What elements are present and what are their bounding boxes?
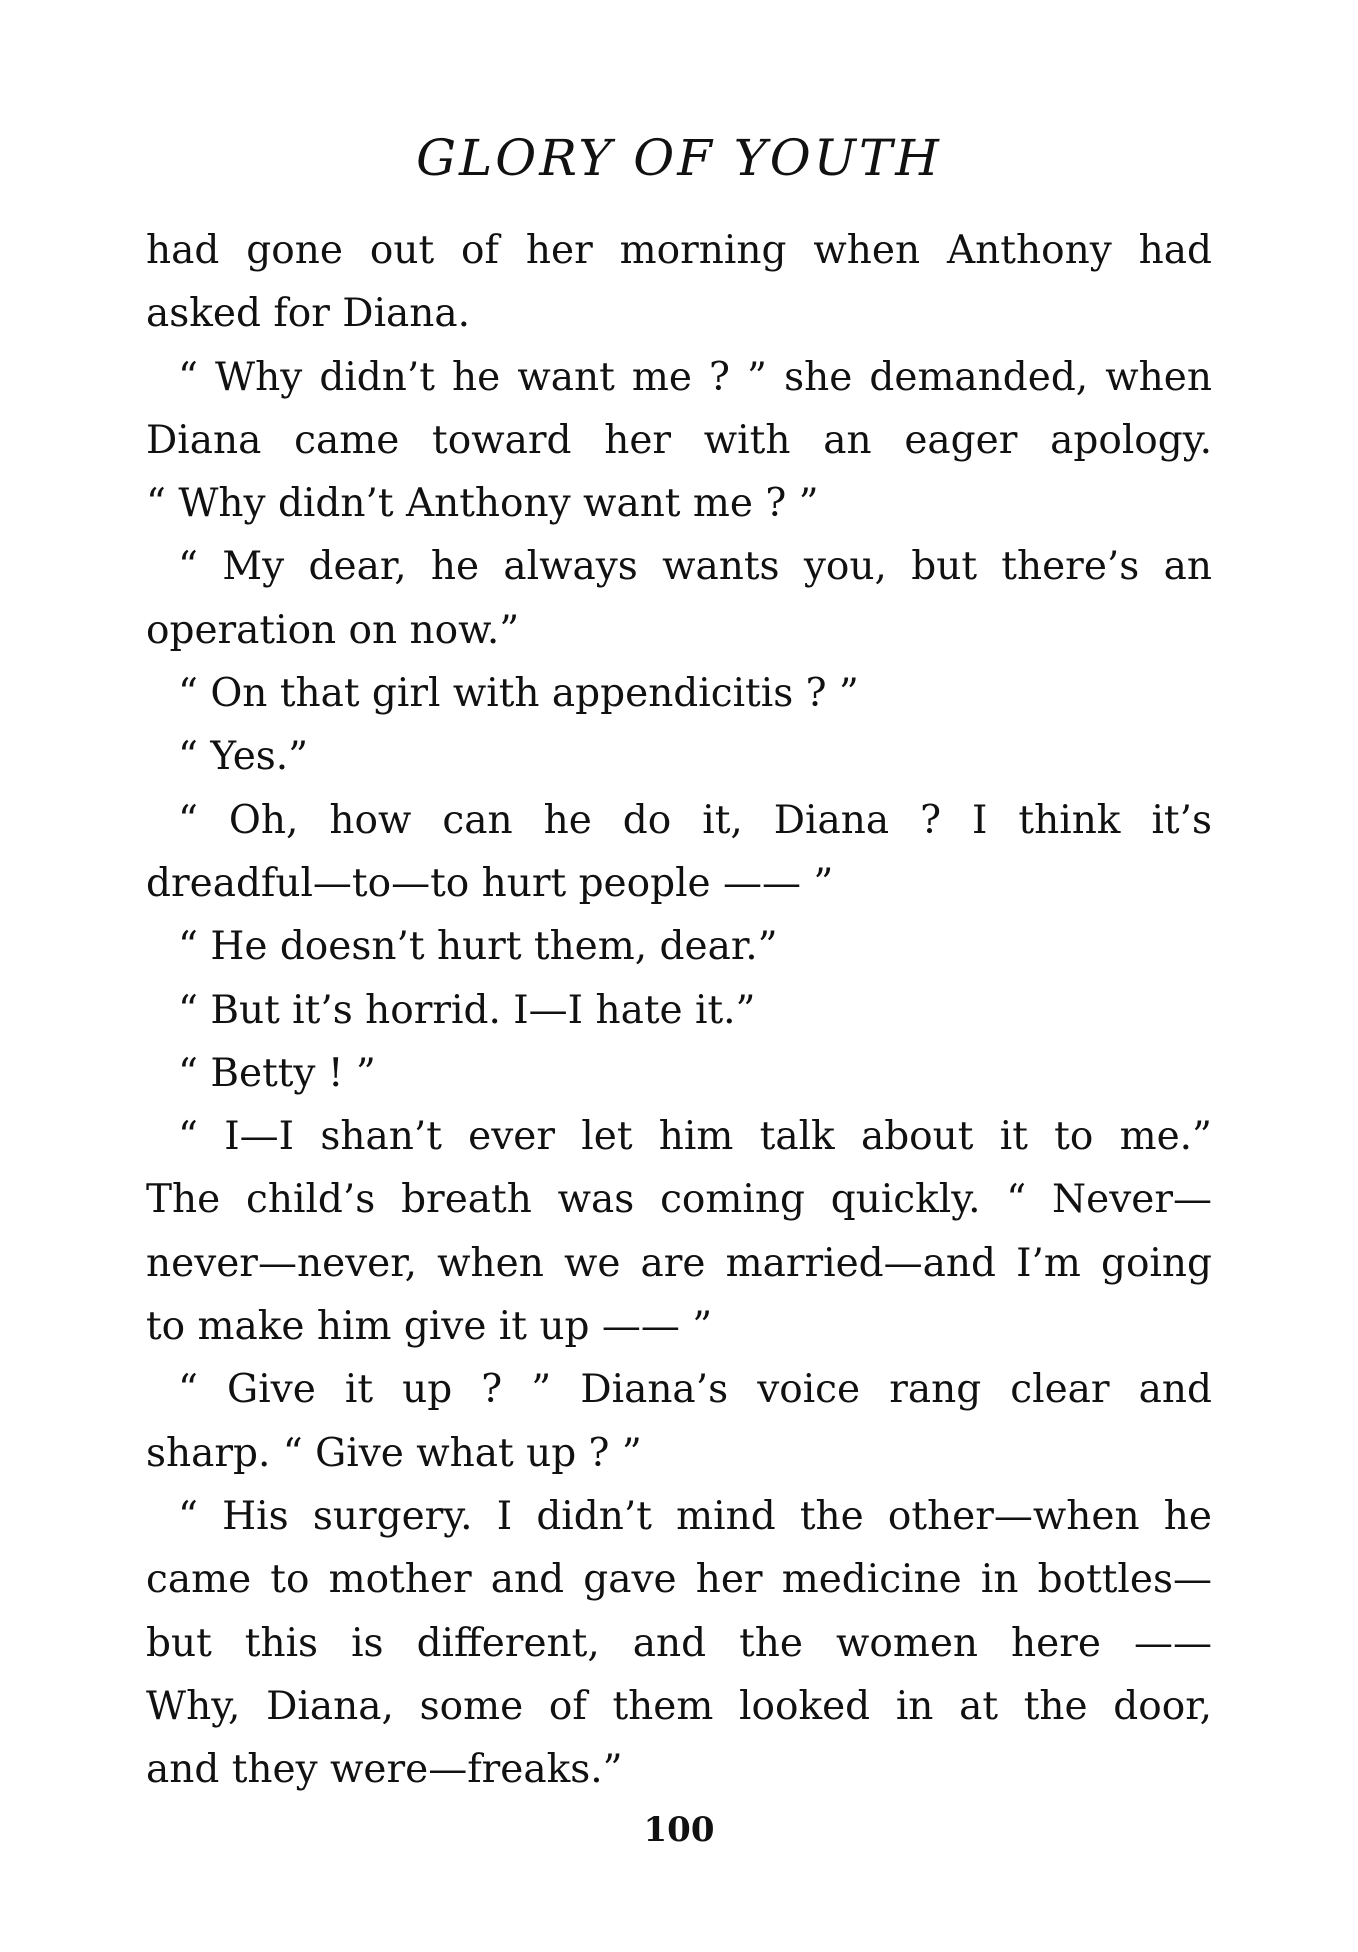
- body-text: [146, 219, 1212, 1801]
- text-line: sharp. “ Give what up ? ”: [146, 1430, 642, 1476]
- text-line: asked for Diana.: [146, 291, 471, 337]
- running-title: GLORY OF YOUTH: [416, 129, 942, 187]
- text-line: “ Why didn’t he want me ? ” she demanded, when: [178, 354, 1212, 400]
- text-line: “ Yes.”: [178, 734, 309, 780]
- text-line: but this is different, and the women here ——: [146, 1620, 1212, 1666]
- text-line: to make him give it up —— ”: [146, 1304, 713, 1350]
- text-line: “ Betty ! ”: [178, 1050, 376, 1096]
- text-line: never—never, when we are married—and I’m going: [146, 1240, 1212, 1286]
- text-line: “ His surgery. I didn’t mind the other—when he: [178, 1493, 1212, 1539]
- text-line: and they were—freaks.”: [146, 1747, 623, 1793]
- text-line: came to mother and gave her medicine in bottles—: [146, 1557, 1212, 1603]
- text-line: Diana came toward her with an eager apology.: [146, 417, 1212, 463]
- text-line: “ On that girl with appendicitis ? ”: [178, 671, 859, 717]
- text-line: had gone out of her morning when Anthony had: [146, 228, 1212, 273]
- text-line: Why, Diana, some of them looked in at the door,: [146, 1683, 1212, 1729]
- text-line: “ Give it up ? ” Diana’s voice rang clear and: [178, 1367, 1212, 1413]
- text-line: “ I—I shan’t ever let him talk about it to me.”: [178, 1114, 1212, 1160]
- text-line: “ My dear, he always wants you, but there’s an: [178, 544, 1212, 590]
- text-line: “ But it’s horrid. I—I hate it.”: [178, 987, 756, 1033]
- text-line: dreadful—to—to hurt people —— ”: [146, 860, 834, 906]
- text-line: The child’s breath was coming quickly. “ Never—: [146, 1177, 1212, 1223]
- text-line: “ He doesn’t hurt them, dear.”: [178, 924, 778, 970]
- text-line: operation on now.”: [146, 607, 520, 653]
- text-line: “ Oh, how can he do it, Diana ? I think it’s: [178, 797, 1212, 843]
- text-line: “ Why didn’t Anthony want me ? ”: [146, 481, 819, 527]
- page-number: 100: [643, 1810, 715, 1850]
